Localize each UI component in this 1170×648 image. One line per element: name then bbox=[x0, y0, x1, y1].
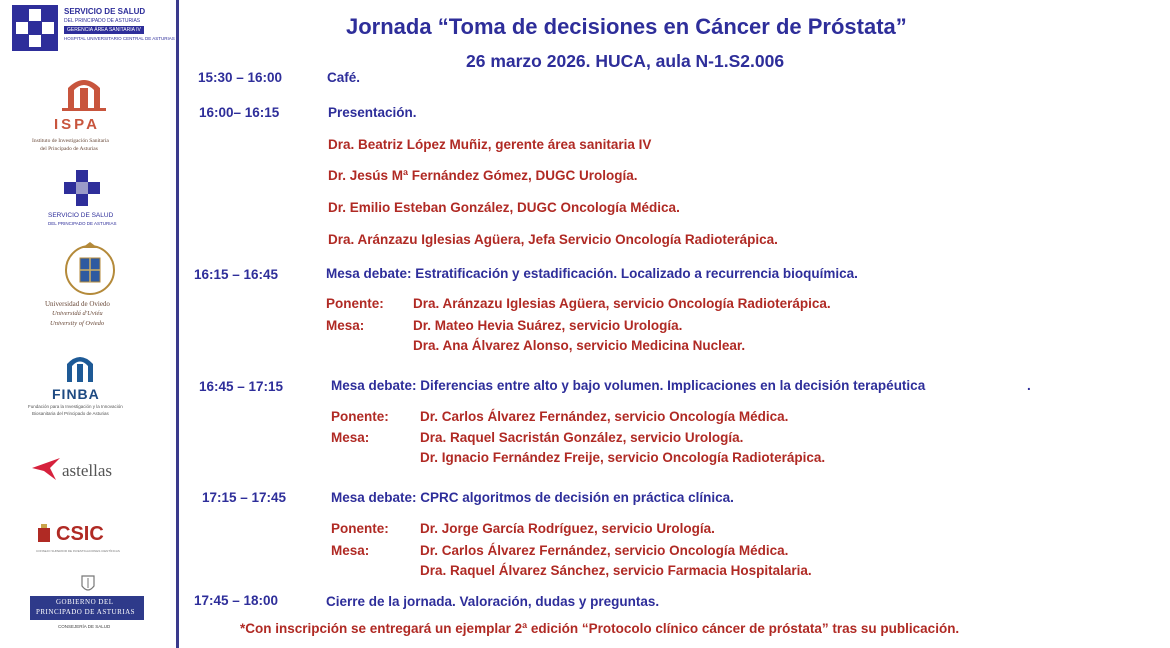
page-subtitle: 26 marzo 2026. HUCA, aula N-1.S2.006 bbox=[466, 51, 785, 71]
session-title: Presentación. bbox=[328, 105, 417, 120]
ispa-building-icon bbox=[62, 72, 106, 112]
csic-name: CSIC bbox=[56, 523, 104, 545]
speaker-item: Dra. Aránzazu Iglesias Agüera, Jefa Servicio Oncología Radioterápica. bbox=[328, 232, 778, 247]
session-title: Cierre de la jornada. Valoración, dudas y preguntas. bbox=[326, 594, 660, 609]
astellas-name: astellas bbox=[62, 461, 113, 480]
session-title: Mesa debate: Diferencias entre alto y bajo volumen. Implicaciones en la decisión terapéutica bbox=[331, 378, 926, 393]
sespa-line1: SERVICIO DE SALUD bbox=[48, 212, 114, 219]
session-time: 15:30 – 16:00 bbox=[198, 70, 283, 85]
mesa-member: Dra. Raquel Álvarez Sánchez, servicio Farmacia Hospitalaria. bbox=[420, 563, 812, 578]
mesa-member: Dr. Mateo Hevia Suárez, servicio Urología. bbox=[413, 318, 683, 333]
uniovi-line3: University of Oviedo bbox=[50, 320, 105, 327]
sespa-header-logo bbox=[12, 5, 175, 53]
mesa-member: Dra. Raquel Sacristán González, servicio Urología. bbox=[420, 430, 744, 445]
ponente-name: Dr. Carlos Álvarez Fernández, servicio Oncología Médica. bbox=[420, 409, 789, 424]
sespa-cross-icon bbox=[12, 5, 58, 51]
sespa-logo bbox=[40, 170, 130, 230]
speaker-item: Dr. Emilio Esteban González, DUGC Oncología Médica. bbox=[328, 200, 680, 215]
session-time: 16:45 – 17:15 bbox=[199, 379, 284, 394]
speaker-item: Dr. Jesús Mª Fernández Gómez, DUGC Urología. bbox=[328, 168, 638, 183]
mesa-member: Dra. Ana Álvarez Alonso, servicio Medicina Nuclear. bbox=[413, 338, 746, 353]
ponente-name: Dr. Jorge García Rodríguez, servicio Urología. bbox=[420, 521, 715, 536]
gobierno-logo bbox=[30, 574, 146, 634]
finba-name: FINBA bbox=[52, 386, 100, 402]
session-time: 16:15 – 16:45 bbox=[194, 267, 279, 282]
finba-sub2: Biosanitaria del Principado de Asturias bbox=[32, 411, 109, 416]
ispa-logo bbox=[26, 72, 146, 162]
finba-arch-icon bbox=[63, 350, 97, 382]
column-divider bbox=[176, 0, 179, 648]
session-time: 17:45 – 18:00 bbox=[194, 593, 279, 608]
csic-logo bbox=[34, 520, 144, 560]
ponente-label: Ponente: bbox=[331, 409, 389, 424]
csic-sub: CONSEJO SUPERIOR DE INVESTIGACIONES CIENTÍFICAS bbox=[36, 549, 120, 553]
session-time: 16:00– 16:15 bbox=[199, 105, 280, 120]
gobierno-line2: PRINCIPADO DE ASTURIAS bbox=[36, 608, 136, 616]
mesa-label: Mesa: bbox=[331, 543, 370, 558]
sespa-line2: DEL PRINCIPADO DE ASTURIAS bbox=[48, 221, 117, 226]
finba-logo bbox=[28, 350, 148, 422]
ponente-label: Ponente: bbox=[331, 521, 389, 536]
sespa-header-line2: DEL PRINCIPADO DE ASTURIAS bbox=[64, 18, 141, 24]
gobierno-line1: GOBIERNO DEL bbox=[56, 598, 114, 606]
astellas-logo bbox=[28, 452, 148, 488]
ispa-name: ISPA bbox=[54, 116, 100, 133]
ponente-label: Ponente: bbox=[326, 296, 384, 311]
sespa-plus-icon bbox=[64, 170, 100, 206]
mesa-member: Dr. Carlos Álvarez Fernández, servicio Oncología Médica. bbox=[420, 543, 789, 558]
ispa-sub2: del Principado de Asturias bbox=[40, 146, 98, 152]
astellas-star-icon bbox=[30, 454, 64, 482]
uniovi-line2: Universidá d'Uviéu bbox=[52, 310, 103, 317]
page-title: Jornada “Toma de decisiones en Cáncer de Próstata” bbox=[346, 14, 907, 39]
sespa-header-line1: SERVICIO DE SALUD bbox=[64, 7, 146, 16]
mesa-member: Dr. Ignacio Fernández Freije, servicio Oncología Radioterápica. bbox=[420, 450, 826, 465]
csic-emblem-icon bbox=[36, 524, 52, 546]
gobierno-line3: CONSEJERÍA DE SALUD bbox=[58, 624, 111, 629]
sespa-header-line4: HOSPITAL UNIVERSITARIO CENTRAL DE ASTURIAS bbox=[64, 36, 175, 41]
ispa-sub1: Instituto de Investigación Sanitaria bbox=[32, 138, 109, 144]
session-title: Mesa debate: Estratificación y estadificación. Localizado a recurrencia bioquímica. bbox=[326, 266, 858, 281]
sespa-header-line3: GERENCIA ÁREA SANITARIA IV bbox=[64, 26, 144, 34]
uniovi-logo bbox=[40, 240, 140, 335]
session-title: Café. bbox=[327, 70, 361, 85]
finba-sub1: Fundación para la Investigación y la Innovación bbox=[28, 404, 123, 409]
session-time: 17:15 – 17:45 bbox=[202, 490, 287, 505]
uniovi-line1: Universidad de Oviedo bbox=[45, 300, 110, 308]
session-title: Mesa debate: CPRC algoritmos de decisión en práctica clínica. bbox=[331, 490, 734, 505]
uniovi-crest-icon bbox=[60, 240, 120, 296]
speaker-item: Dra. Beatriz López Muñiz, gerente área sanitaria IV bbox=[328, 137, 652, 152]
mesa-label: Mesa: bbox=[326, 318, 365, 333]
session-title-end: . bbox=[1027, 378, 1031, 393]
asturias-coat-icon bbox=[80, 574, 96, 594]
mesa-label: Mesa: bbox=[331, 430, 370, 445]
footnote: *Con inscripción se entregará un ejemplar 2ª edición “Protocolo clínico cáncer de próstata” tras su publicación. bbox=[240, 621, 960, 636]
ponente-name: Dra. Aránzazu Iglesias Agüera, servicio Oncología Radioterápica. bbox=[413, 296, 831, 311]
